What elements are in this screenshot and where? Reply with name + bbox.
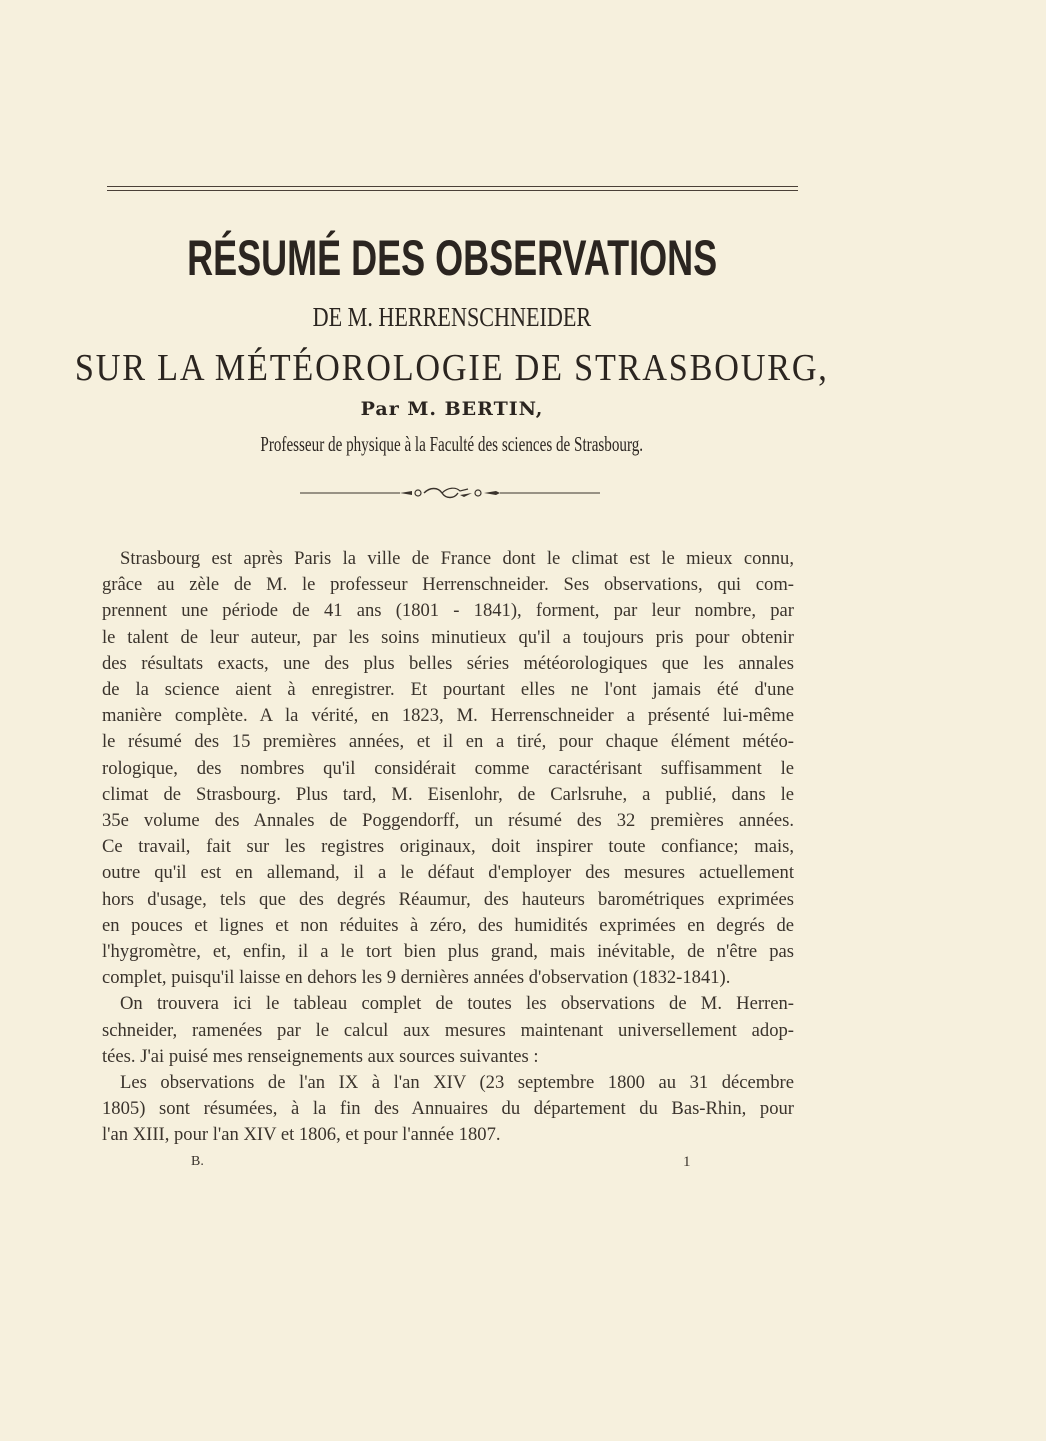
text-line: le talent de leur auteur, par les soins minutieux qu'il a toujours pris pour obtenir	[102, 626, 794, 648]
text-line: hors d'usage, tels que des degrés Réaumur, des hauteurs barométriques exprimées	[102, 888, 794, 910]
ornament-divider	[300, 485, 600, 501]
text-line: l'an XIII, pour l'an XIV et 1806, et pour l'année 1807.	[102, 1124, 501, 1146]
text-line: 1805) sont résumées, à la fin des Annuaires du département du Bas-Rhin, pour	[102, 1098, 794, 1120]
text-line: 35e volume des Annales de Poggendorff, un résumé des 32 premières années.	[102, 810, 794, 832]
subtitle-line-1: DE M. HERRENSCHNEIDER	[312, 302, 592, 332]
top-double-rule	[107, 186, 798, 191]
text-line: Les observations de l'an IX à l'an XIV (23 septembre 1800 au 31 décembre	[120, 1072, 794, 1094]
signature-number: 1	[683, 1154, 691, 1170]
text-line: grâce au zèle de M. le professeur Herrenschneider. Ses observations, qui com-	[102, 574, 794, 596]
body-text	[102, 546, 794, 1149]
paragraph-1	[102, 546, 794, 991]
text-line: Strasbourg est après Paris la ville de France dont le climat est le mieux connu,	[120, 548, 794, 569]
text-line: tées. J'ai puisé mes renseignements aux sources suivantes :	[102, 1045, 539, 1067]
text-line: schneider, ramenées par le calcul aux mesures maintenant universellement adop-	[102, 1019, 794, 1041]
author-name: Par M. BERTIN,	[360, 398, 544, 420]
paragraph-3	[102, 1070, 794, 1149]
text-line: en pouces et lignes et non réduites à zéro, des humidités exprimées en degrés de	[102, 914, 794, 936]
signature-letter: B.	[191, 1154, 204, 1169]
text-line: On trouvera ici le tableau complet de toutes les observations de M. Herren-	[120, 993, 794, 1015]
text-line: des résultats exacts, une des plus belles séries météorologiques que les annales	[102, 652, 794, 674]
text-line: rologique, des nombres qu'il considérait comme caractérisant suffisamment le	[102, 757, 794, 779]
text-line: manière complète. A la vérité, en 1823, M. Herrenschneider a présenté lui-même	[102, 705, 794, 727]
page-title: RÉSUMÉ DES OBSERVATIONS	[186, 230, 718, 286]
text-line: l'hygromètre, et, enfin, il a le tort bien plus grand, mais inévitable, de n'être pas	[102, 941, 794, 963]
text-line: de la science aient à enregistrer. Et pourtant elles ne l'ont jamais été d'une	[102, 679, 794, 701]
paragraph-2	[102, 991, 794, 1070]
author-affiliation: Professeur de physique à la Faculté des sciences de Strasbourg.	[260, 432, 644, 456]
text-line: le résumé des 15 premières années, et il en a tiré, pour chaque élément météo-	[102, 731, 794, 753]
text-line: climat de Strasbourg. Plus tard, M. Eisenlohr, de Carlsruhe, a publié, dans le	[102, 783, 794, 805]
text-line: complet, puisqu'il laisse en dehors les 9 dernières années d'observation (1832-1841).	[102, 967, 731, 989]
text-line: Ce travail, fait sur les registres originaux, doit inspirer toute confiance; mais,	[102, 836, 794, 858]
text-line: prennent une période de 41 ans (1801 - 1841), forment, par leur nombre, par	[102, 600, 794, 622]
subtitle-line-2: SUR LA MÉTÉOROLOGIE DE STRASBOURG,	[75, 347, 829, 389]
text-line: outre qu'il est en allemand, il a le défaut d'employer des mesures actuellement	[102, 862, 794, 884]
